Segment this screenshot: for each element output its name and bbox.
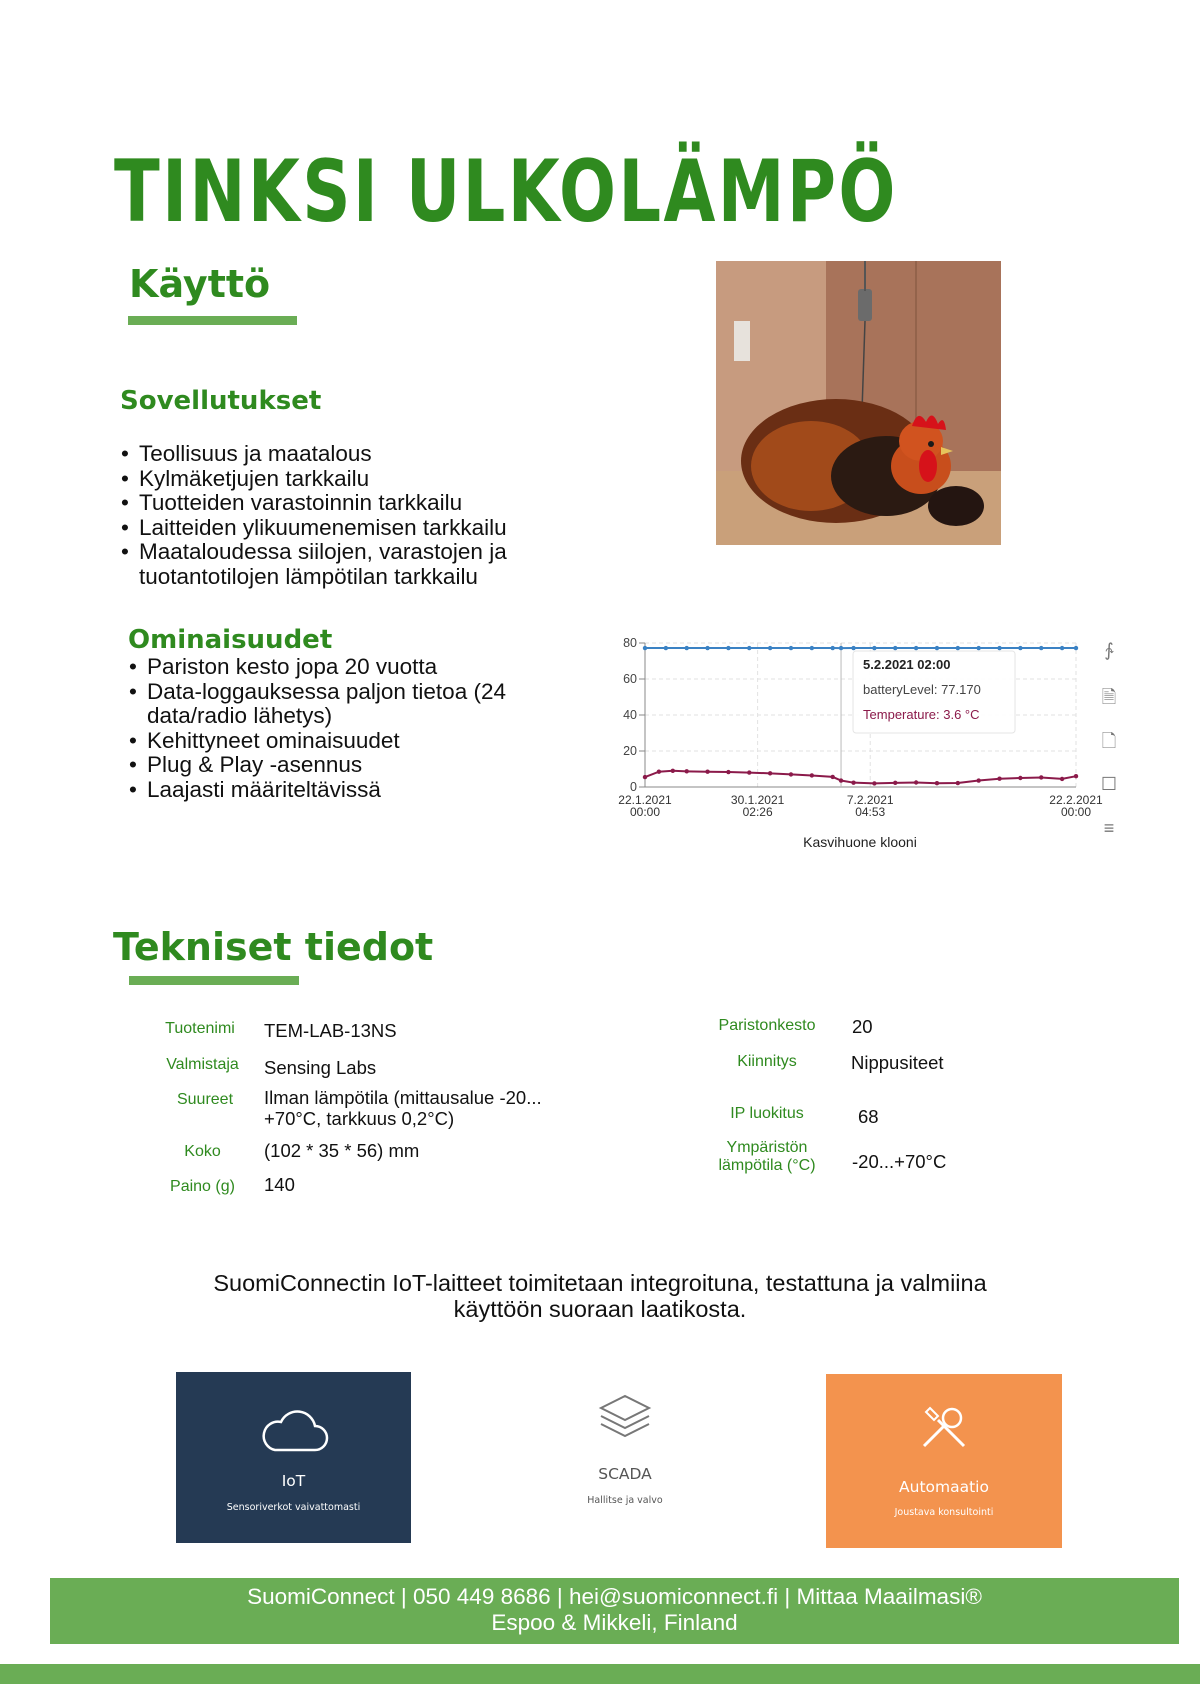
data-point <box>851 646 855 650</box>
applications-list <box>119 442 559 589</box>
pdf-icon[interactable]: 🗎 <box>1101 686 1117 707</box>
usage-underline <box>128 316 297 325</box>
data-point <box>747 646 751 650</box>
data-point <box>685 769 689 773</box>
data-point <box>1060 646 1064 650</box>
list-item: • Pariston kesto jopa 20 vuotta <box>127 655 567 680</box>
rooster-illustration <box>716 261 1001 545</box>
data-point <box>851 780 855 784</box>
data-point <box>1060 777 1064 781</box>
data-point <box>872 781 876 785</box>
x-tick-label: 22.2.2021 00:00 <box>1049 793 1103 819</box>
spec-value: 140 <box>264 1174 295 1195</box>
data-point <box>768 771 772 775</box>
spec-label: Koko <box>184 1143 221 1160</box>
footer-location: Espoo & Mikkeli, Finland <box>491 1610 738 1635</box>
data-point <box>830 775 834 779</box>
data-point <box>643 775 647 779</box>
data-point <box>726 646 730 650</box>
spec-value: Sensing Labs <box>264 1057 377 1078</box>
spec-label: Kiinnitys <box>737 1053 797 1070</box>
spec-value: 68 <box>858 1106 879 1127</box>
applications-heading: Sovellutukset <box>120 386 322 416</box>
list-item: • Laitteiden ylikuumenemisen tarkkailu <box>119 516 559 541</box>
data-point <box>747 770 751 774</box>
menu-icon[interactable]: ≡ <box>1103 818 1115 838</box>
card-subtitle: Sensoriverkot vaivattomasti <box>226 1502 361 1513</box>
data-point <box>893 646 897 650</box>
data-point <box>657 770 661 774</box>
data-point <box>789 772 793 776</box>
data-point <box>914 780 918 784</box>
card-subtitle: Joustava konsultointi <box>894 1507 994 1518</box>
data-point <box>830 646 834 650</box>
data-point <box>1074 774 1078 778</box>
spec-label: IP luokitus <box>730 1105 804 1122</box>
card-title: SCADA <box>598 1465 652 1483</box>
data-point <box>1039 775 1043 779</box>
card-subtitle: Hallitse ja valvo <box>587 1495 663 1506</box>
list-item: • Data-loggauksessa paljon tietoa (24 data/radio lähetys) <box>127 680 567 729</box>
list-item: • Plug & Play -asennus <box>127 753 567 778</box>
tagline: SuomiConnectin IoT-laitteet toimitetaan integroituna, testattuna ja valmiina käyttöön suoraan laatikosta. <box>213 1270 987 1322</box>
list-item: • Kehittyneet ominaisuudet <box>127 729 567 754</box>
footer-contact: SuomiConnect | 050 449 8686 | hei@suomiconnect.fi | Mittaa Maailmasi® <box>247 1584 982 1609</box>
data-point <box>839 646 843 650</box>
tooltip-temperature: Temperature: 3.6 °C <box>863 707 980 722</box>
data-point <box>872 646 876 650</box>
rooster-photo <box>716 261 1001 545</box>
spec-label: Paino (g) <box>170 1178 235 1195</box>
spec-value: -20...+70°C <box>852 1151 947 1172</box>
y-tick-label: 80 <box>623 636 637 650</box>
specs-heading: Tekniset tiedot <box>113 925 434 969</box>
data-point <box>768 646 772 650</box>
data-point <box>839 778 843 782</box>
automation-card[interactable] <box>826 1374 1062 1548</box>
data-point <box>671 769 675 773</box>
y-tick-label: 60 <box>623 672 637 686</box>
cloud-icon <box>176 1402 411 1458</box>
spec-value: TEM-LAB-13NS <box>264 1020 397 1041</box>
spec-value: 20 <box>852 1016 873 1037</box>
fullscreen-icon[interactable]: ☐ <box>1100 773 1118 794</box>
data-point <box>935 781 939 785</box>
chart-title: Kasvihuone klooni <box>803 834 917 850</box>
list-item: • Maataloudessa siilojen, varastojen ja tuotantotilojen lämpötilan tarkkailu <box>119 540 559 589</box>
data-point <box>705 770 709 774</box>
spec-label: Suureet <box>176 1091 234 1108</box>
spec-label: Tuotenimi <box>165 1020 235 1037</box>
data-point <box>789 646 793 650</box>
x-tick-label: 7.2.2021 04:53 <box>846 793 894 819</box>
spec-label: Valmistaja <box>166 1056 239 1073</box>
spec-value: (102 * 35 * 56) mm <box>264 1140 420 1161</box>
y-tick-label: 20 <box>623 744 637 758</box>
data-point <box>726 770 730 774</box>
spec-label: Paristonkesto <box>718 1017 816 1034</box>
bottom-stripe <box>0 1664 1200 1684</box>
data-point <box>1074 646 1078 650</box>
layers-icon <box>505 1390 745 1450</box>
list-item: • Teollisuus ja maatalous <box>119 442 559 467</box>
data-point <box>1018 646 1022 650</box>
data-point <box>664 646 668 650</box>
card-title: Automaatio <box>899 1478 989 1496</box>
data-point <box>643 646 647 650</box>
data-point <box>810 773 814 777</box>
features-list <box>127 655 567 802</box>
footer <box>50 1578 1179 1644</box>
data-point <box>1039 646 1043 650</box>
x-tick-label: 22.1.2021 00:00 <box>618 793 672 819</box>
y-tick-label: 0 <box>630 780 637 794</box>
tooltip-header: 5.2.2021 02:00 <box>863 657 951 672</box>
spec-label: Ympäristön lämpötila (°C) <box>718 1139 816 1174</box>
share-icon[interactable]: ∱ <box>1104 640 1114 660</box>
data-point <box>893 781 897 785</box>
tooltip-battery: batteryLevel: 77.170 <box>863 682 981 697</box>
data-point <box>705 646 709 650</box>
x-tick-label: 30.1.2021 02:26 <box>730 793 785 819</box>
data-point <box>810 646 814 650</box>
export-icon[interactable]: 🗋 <box>1101 731 1117 751</box>
temperature-chart[interactable] <box>608 628 1128 858</box>
data-point <box>997 646 1001 650</box>
data-point <box>997 777 1001 781</box>
data-point <box>956 781 960 785</box>
specs-underline <box>129 976 299 985</box>
spec-value: Ilman lämpötila (mittausalue -20... +70°C, tarkkuus 0,2°C) <box>264 1087 542 1129</box>
data-point <box>685 646 689 650</box>
list-item: • Tuotteiden varastoinnin tarkkailu <box>119 491 559 516</box>
y-tick-label: 40 <box>623 708 637 722</box>
iot-card[interactable] <box>176 1372 411 1543</box>
tools-icon <box>826 1398 1062 1458</box>
chart-toolbar <box>1096 640 1122 863</box>
spec-value: Nippusiteet <box>851 1052 944 1073</box>
data-point <box>956 646 960 650</box>
series-line <box>645 771 1076 784</box>
scada-card[interactable] <box>505 1372 745 1543</box>
page-title: TINKSI ULKOLÄMPÖ <box>114 142 898 242</box>
card-title: IoT <box>281 1472 306 1490</box>
features-heading: Ominaisuudet <box>128 625 333 655</box>
usage-heading: Käyttö <box>129 262 271 306</box>
list-item: • Laajasti määriteltävissä <box>127 778 567 803</box>
data-point <box>1018 776 1022 780</box>
data-point <box>935 646 939 650</box>
list-item: • Kylmäketjujen tarkkailu <box>119 467 559 492</box>
data-point <box>976 778 980 782</box>
data-point <box>976 646 980 650</box>
data-point <box>914 646 918 650</box>
